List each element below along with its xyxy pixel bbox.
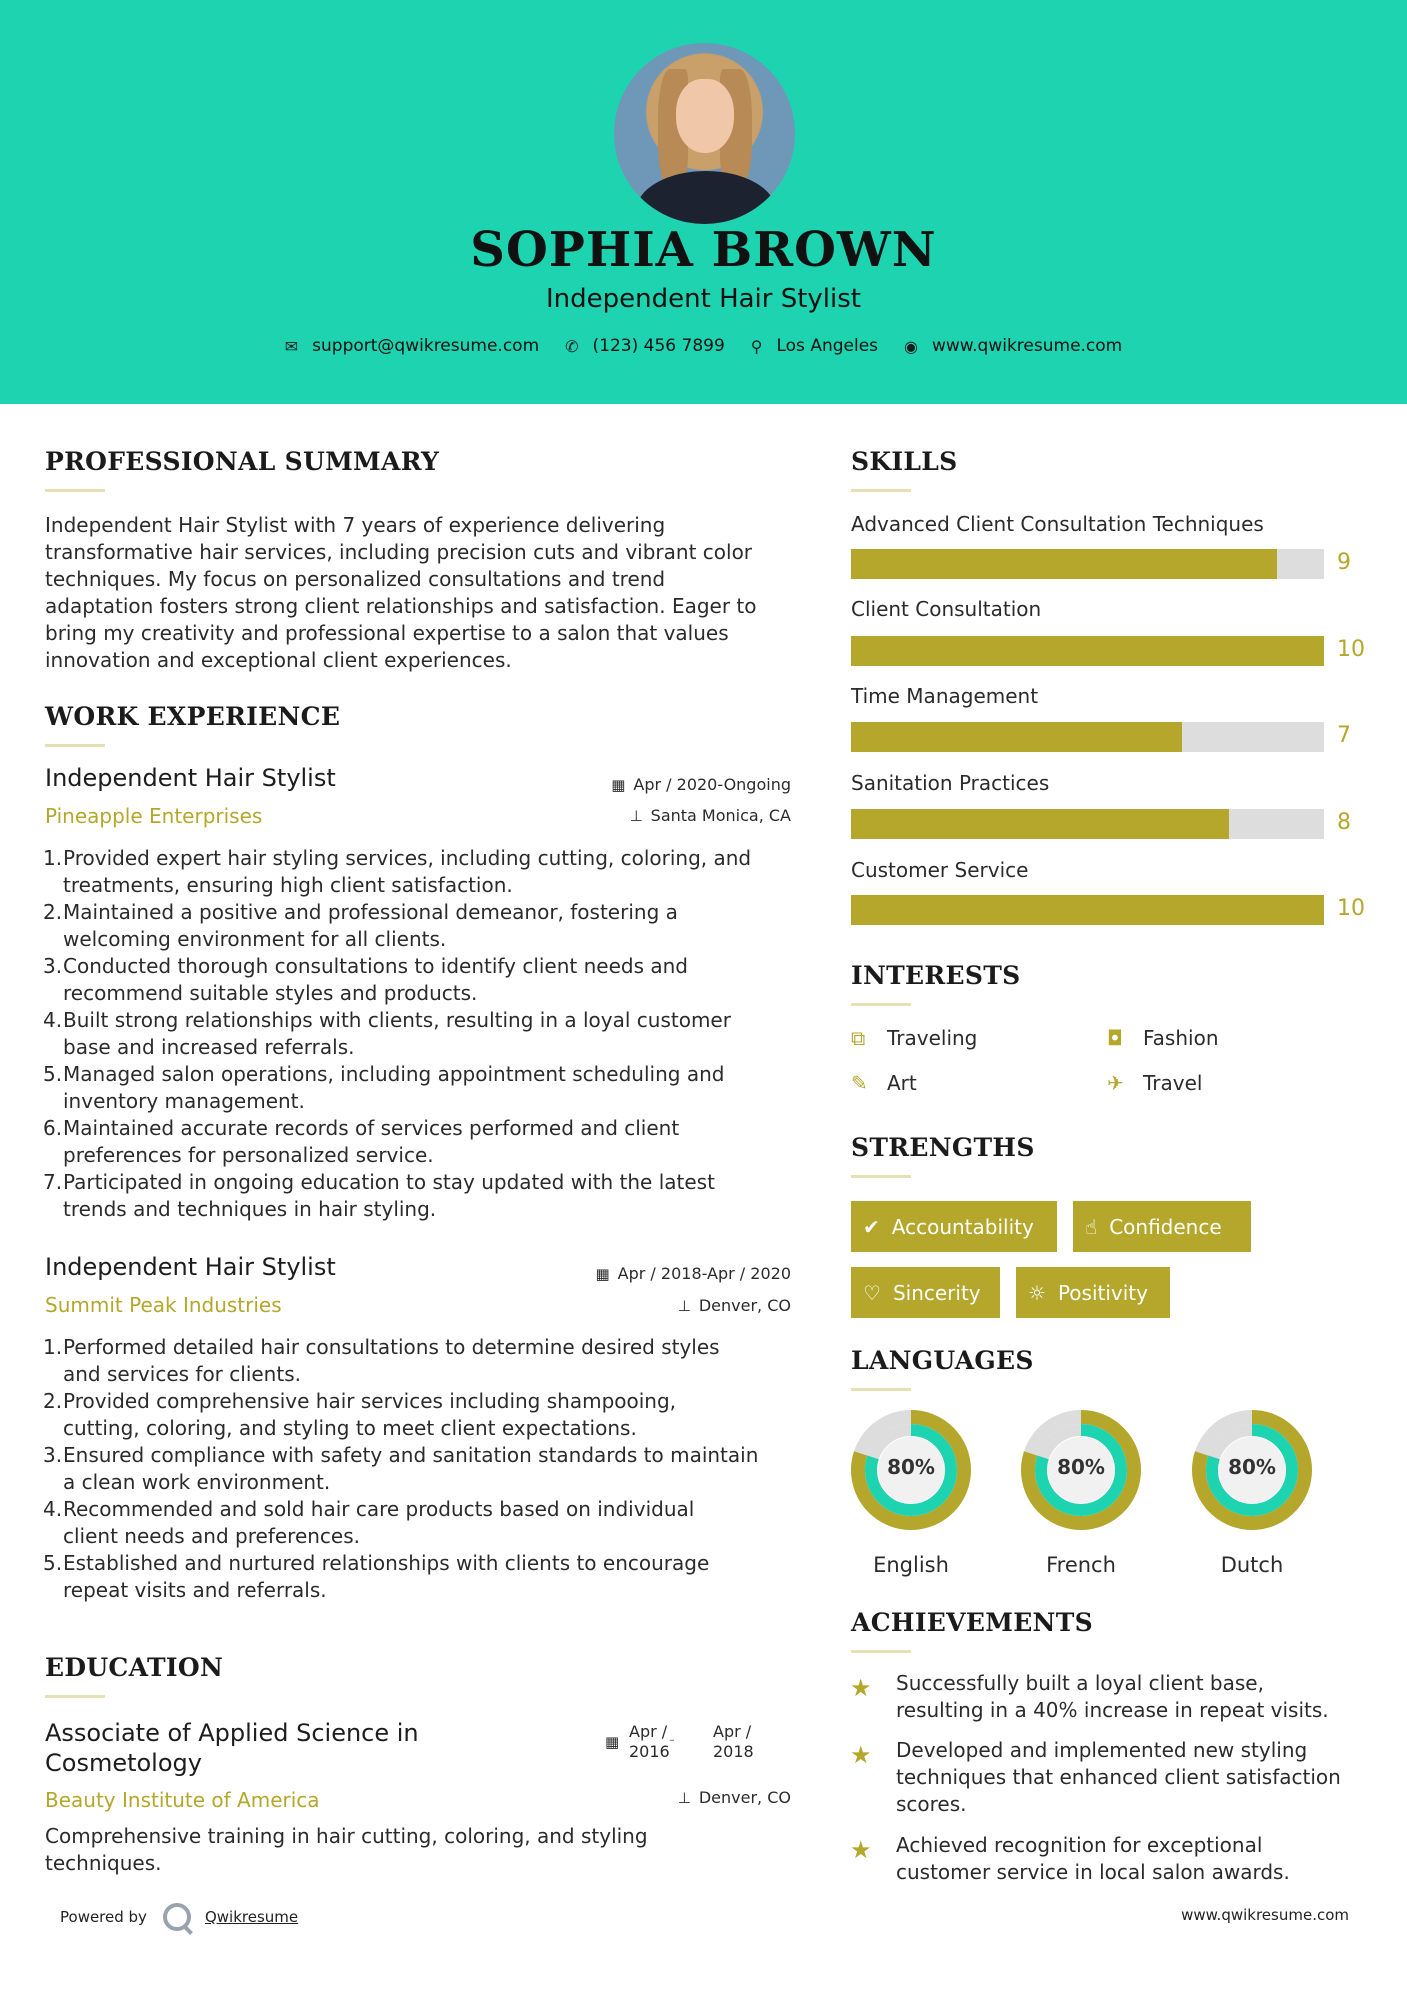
- calendar-icon: ▦: [611, 776, 626, 794]
- education-underline: [45, 1695, 105, 1698]
- binoculars-icon: ⧉: [851, 1026, 866, 1050]
- languages-underline: [851, 1388, 911, 1391]
- language-percent: 80%: [1057, 1455, 1105, 1479]
- list-item: 3. Ensured compliance with safety and sanitation standards to maintain a clean work environment.: [43, 1443, 759, 1494]
- skill-name: Time Management: [851, 684, 1039, 708]
- degree-title: Associate of Applied Science in Cosmetology: [45, 1719, 419, 1777]
- language-name: French: [1046, 1553, 1116, 1577]
- language-ring: [850, 1409, 972, 1577]
- location-text: Los Angeles: [776, 336, 879, 356]
- list-item: 3. Conducted thorough consultations to identify client needs and recommend suitable styles and products.: [43, 954, 688, 1005]
- list-item: 1. Provided expert hair styling services, including cutting, coloring, and treatments, ensuring high client satisfaction.: [43, 846, 752, 897]
- interest-item: ✎ Art: [851, 1071, 917, 1095]
- pin-icon: ⊥: [677, 1297, 691, 1315]
- skill-name: Sanitation Practices: [851, 771, 1050, 795]
- company-name: Pineapple Enterprises: [45, 804, 263, 828]
- phone-icon: ✆: [565, 336, 579, 356]
- company-name: Summit Peak Industries: [45, 1293, 282, 1317]
- phone-text: (123) 456 7899: [592, 336, 725, 356]
- job-title: Independent Hair Stylist: [45, 764, 336, 792]
- interest-item: ✈ Travel: [1107, 1071, 1203, 1095]
- pin-icon: ⊥: [629, 807, 643, 825]
- interests-heading: INTERESTS: [851, 961, 1021, 990]
- skill-value: 7: [1337, 723, 1351, 748]
- calendar-icon: ▦: [595, 1265, 610, 1283]
- education-description: Comprehensive training in hair cutting, coloring, and styling techniques.: [45, 1824, 648, 1875]
- email-text[interactable]: support@qwikresume.com: [312, 336, 540, 356]
- list-item: 4. Recommended and sold hair care products based on individual client needs and preferences.: [43, 1497, 695, 1548]
- list-item: 5. Established and nurtured relationships with clients to encourage repeat visits and referrals.: [43, 1551, 710, 1602]
- list-item: 6. Maintained accurate records of services performed and client preferences for personalized service.: [43, 1116, 680, 1167]
- qwikresume-link[interactable]: Qwikresume: [204, 1908, 299, 1926]
- plane-icon: ✈: [1107, 1071, 1124, 1095]
- summary-underline: [45, 489, 105, 492]
- education-location: ⊥ Denver, CO: [677, 1788, 791, 1807]
- language-percent: 80%: [887, 1455, 935, 1479]
- skills-underline: [851, 489, 911, 492]
- pin-icon: ⊥: [677, 1789, 691, 1807]
- summary-text: Independent Hair Stylist with 7 years of experience delivering transformative hair services, including precision cuts and vibrant color techniques. My focus on personalized consultations and trend adaptation fosters strong client relationships and satisfaction. Eager to bring my creativity and professional expertise to a salon that values innovation and exceptional client experiences.: [45, 513, 757, 672]
- achievement-item: Successfully built a loyal client base, resulting in a 40% increase in repeat visits.: [896, 1671, 1329, 1722]
- skill-bar: [851, 549, 1324, 579]
- profile-photo: [614, 43, 795, 224]
- skills-heading: SKILLS: [851, 447, 958, 476]
- skill-bar: [851, 636, 1324, 666]
- calendar-icon: ▦: [605, 1733, 620, 1751]
- job-duties-list: [45, 845, 805, 1223]
- candidate-title: Independent Hair Stylist: [546, 284, 861, 314]
- skill-value: 8: [1337, 810, 1351, 835]
- skill-value: 10: [1337, 896, 1365, 921]
- website-text[interactable]: www.qwikresume.com: [931, 336, 1123, 356]
- strength-badge: ♡ Sincerity: [851, 1267, 1000, 1318]
- experience-underline: [45, 744, 105, 747]
- interest-item: ◘ Fashion: [1107, 1026, 1219, 1050]
- language-percent: 80%: [1228, 1455, 1276, 1479]
- experience-heading: WORK EXPERIENCE: [45, 702, 341, 731]
- list-item: 2. Provided comprehensive hair services including shampooing, cutting, coloring, and styling to meet client expectations.: [43, 1389, 677, 1440]
- resume-header: [0, 0, 1407, 404]
- sun-icon: ☼: [1028, 1280, 1046, 1305]
- powered-by: Powered by Qwikresume: [60, 1903, 298, 1931]
- skill-name: Advanced Client Consultation Techniques: [851, 512, 1264, 536]
- star-award-icon: ★: [850, 1836, 872, 1864]
- skill-bar-fill: [851, 549, 1277, 579]
- qwikresume-logo-icon: [163, 1903, 191, 1931]
- skill-bar: [851, 722, 1324, 752]
- school-name: Beauty Institute of America: [45, 1788, 320, 1812]
- list-item: 2. Maintained a positive and professional demeanor, fostering a welcoming environment for all clients.: [43, 900, 678, 951]
- strengths-heading: STRENGTHS: [851, 1133, 1035, 1162]
- interest-item: ⧉ Traveling: [851, 1026, 978, 1050]
- skill-bar-fill: [851, 636, 1324, 666]
- language-ring: [1191, 1409, 1313, 1577]
- strength-badge: ☝ Confidence: [1073, 1201, 1251, 1252]
- skill-bar-fill: [851, 809, 1229, 839]
- thumbs-up-icon: ☝: [1085, 1214, 1098, 1239]
- contact-bar: [0, 336, 1407, 356]
- heart-icon: ♡: [863, 1280, 881, 1305]
- skill-name: Client Consultation: [851, 597, 1042, 621]
- achievement-item: Developed and implemented new styling techniques that enhanced client satisfaction scores.: [896, 1738, 1341, 1816]
- candidate-name: SOPHIA BROWN: [470, 222, 937, 278]
- skill-bar-fill: [851, 895, 1324, 925]
- skill-bar: [851, 809, 1324, 839]
- star-award-icon: ★: [850, 1674, 872, 1702]
- strength-badge: ✔ Accountability: [851, 1201, 1057, 1252]
- achievement-item: Achieved recognition for exceptional customer service in local salon awards.: [896, 1833, 1290, 1884]
- language-name: English: [873, 1553, 949, 1577]
- footer-url[interactable]: www.qwikresume.com: [1181, 1906, 1349, 1924]
- check-circle-icon: ✔: [863, 1214, 880, 1239]
- job-location: ⊥ Denver, CO: [677, 1296, 791, 1315]
- job-dates: ▦ Apr / 2020-Ongoing: [611, 775, 791, 794]
- job-dates: ▦ Apr / 2018-Apr / 2020: [595, 1264, 791, 1283]
- envelope-icon: ✉: [284, 336, 299, 356]
- skill-value: 9: [1337, 550, 1351, 575]
- skill-name: Customer Service: [851, 858, 1029, 882]
- shopping-bag-icon: ◘: [1107, 1026, 1123, 1050]
- language-name: Dutch: [1220, 1553, 1284, 1577]
- achievements-underline: [851, 1650, 911, 1653]
- strengths-underline: [851, 1175, 911, 1178]
- languages-heading: LANGUAGES: [851, 1346, 1034, 1375]
- paint-brush-icon: ✎: [851, 1071, 868, 1095]
- map-marker-icon: ⚲: [750, 336, 763, 356]
- achievements-heading: ACHIEVEMENTS: [851, 1608, 1093, 1637]
- job-title: Independent Hair Stylist: [45, 1253, 336, 1281]
- job-duties-list: [45, 1334, 805, 1604]
- list-item: 1. Performed detailed hair consultations to determine desired styles and services for clients.: [43, 1335, 720, 1386]
- strength-badge: ☼ Positivity: [1016, 1267, 1170, 1318]
- language-ring: [1020, 1409, 1142, 1577]
- list-item: 4. Built strong relationships with clients, resulting in a loyal customer base and increased referrals.: [43, 1008, 731, 1059]
- list-item: 5. Managed salon operations, including appointment scheduling and inventory management.: [43, 1062, 725, 1113]
- education-heading: EDUCATION: [45, 1653, 224, 1682]
- interests-underline: [851, 1003, 911, 1006]
- list-item: 7. Participated in ongoing education to stay updated with the latest trends and techniques in hair styling.: [43, 1170, 715, 1221]
- skill-value: 10: [1337, 637, 1365, 662]
- skill-bar: [851, 895, 1324, 925]
- globe-icon: ◉: [904, 336, 918, 356]
- job-location: ⊥ Santa Monica, CA: [629, 806, 791, 825]
- star-award-icon: ★: [850, 1741, 872, 1769]
- summary-heading: PROFESSIONAL SUMMARY: [45, 447, 440, 476]
- skill-bar-fill: [851, 722, 1182, 752]
